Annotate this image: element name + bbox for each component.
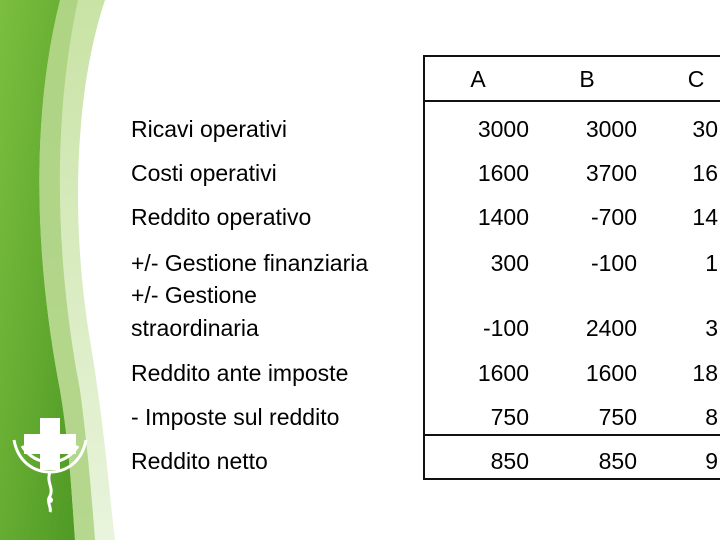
cell-c-costi: 16 (692, 160, 718, 186)
cell-b-gestione-straordinaria: 2400 (585, 315, 637, 341)
row-label-gestione-straordinaria: +/- Gestione (131, 282, 257, 308)
cell-c-gestione-finanziaria: 1 (705, 250, 718, 276)
cell-c-imposte: 8 (705, 404, 718, 430)
cell-c-ricavi: 30 (692, 116, 718, 142)
column-header-c: C (687, 66, 705, 92)
cell-b-gestione-finanziaria: -100 (590, 250, 637, 276)
cell-b-reddito-netto: 850 (598, 448, 637, 474)
cell-a-reddito-netto: 850 (490, 448, 529, 474)
row-label-ricavi-operativi: Ricavi operativi (131, 116, 287, 142)
cell-a-gestione-straordinaria: -100 (482, 315, 529, 341)
medical-cross-logo-icon (8, 410, 93, 515)
row-label-reddito-operativo: Reddito operativo (131, 204, 312, 230)
cell-a-ante-imposte: 1600 (477, 360, 529, 386)
row-label-imposte-sul-reddito: - Imposte sul reddito (131, 404, 340, 430)
cell-a-costi: 1600 (477, 160, 529, 186)
cell-c-reddito-operativo: 14 (692, 204, 718, 230)
table-total-divider (423, 434, 720, 436)
cell-b-ante-imposte: 1600 (585, 360, 637, 386)
cell-b-imposte: 750 (598, 404, 637, 430)
row-label-gestione-finanziaria: +/- Gestione finanziaria (131, 250, 369, 276)
table-top-border (423, 55, 720, 57)
row-label-costi-operativi: Costi operativi (131, 160, 277, 186)
cell-c-gestione-straordinaria: 3 (705, 315, 718, 341)
cell-b-reddito-operativo: -700 (590, 204, 637, 230)
table-bottom-border (423, 478, 720, 480)
cell-a-gestione-finanziaria: 300 (490, 250, 529, 276)
cell-c-ante-imposte: 18 (692, 360, 718, 386)
table-header-divider (423, 100, 720, 102)
column-header-a: A (470, 66, 486, 92)
cell-a-ricavi: 3000 (477, 116, 529, 142)
cell-c-reddito-netto: 9 (705, 448, 718, 474)
cell-a-reddito-operativo: 1400 (477, 204, 529, 230)
cell-b-ricavi: 3000 (585, 116, 637, 142)
column-header-b: B (579, 66, 595, 92)
table-left-border (423, 55, 425, 480)
cell-a-imposte: 750 (490, 404, 529, 430)
row-label-reddito-netto: Reddito netto (131, 448, 268, 474)
row-label-gestione-straordinaria-line2: straordinaria (131, 315, 259, 341)
cell-b-costi: 3700 (585, 160, 637, 186)
row-label-reddito-ante-imposte: Reddito ante imposte (131, 360, 349, 386)
